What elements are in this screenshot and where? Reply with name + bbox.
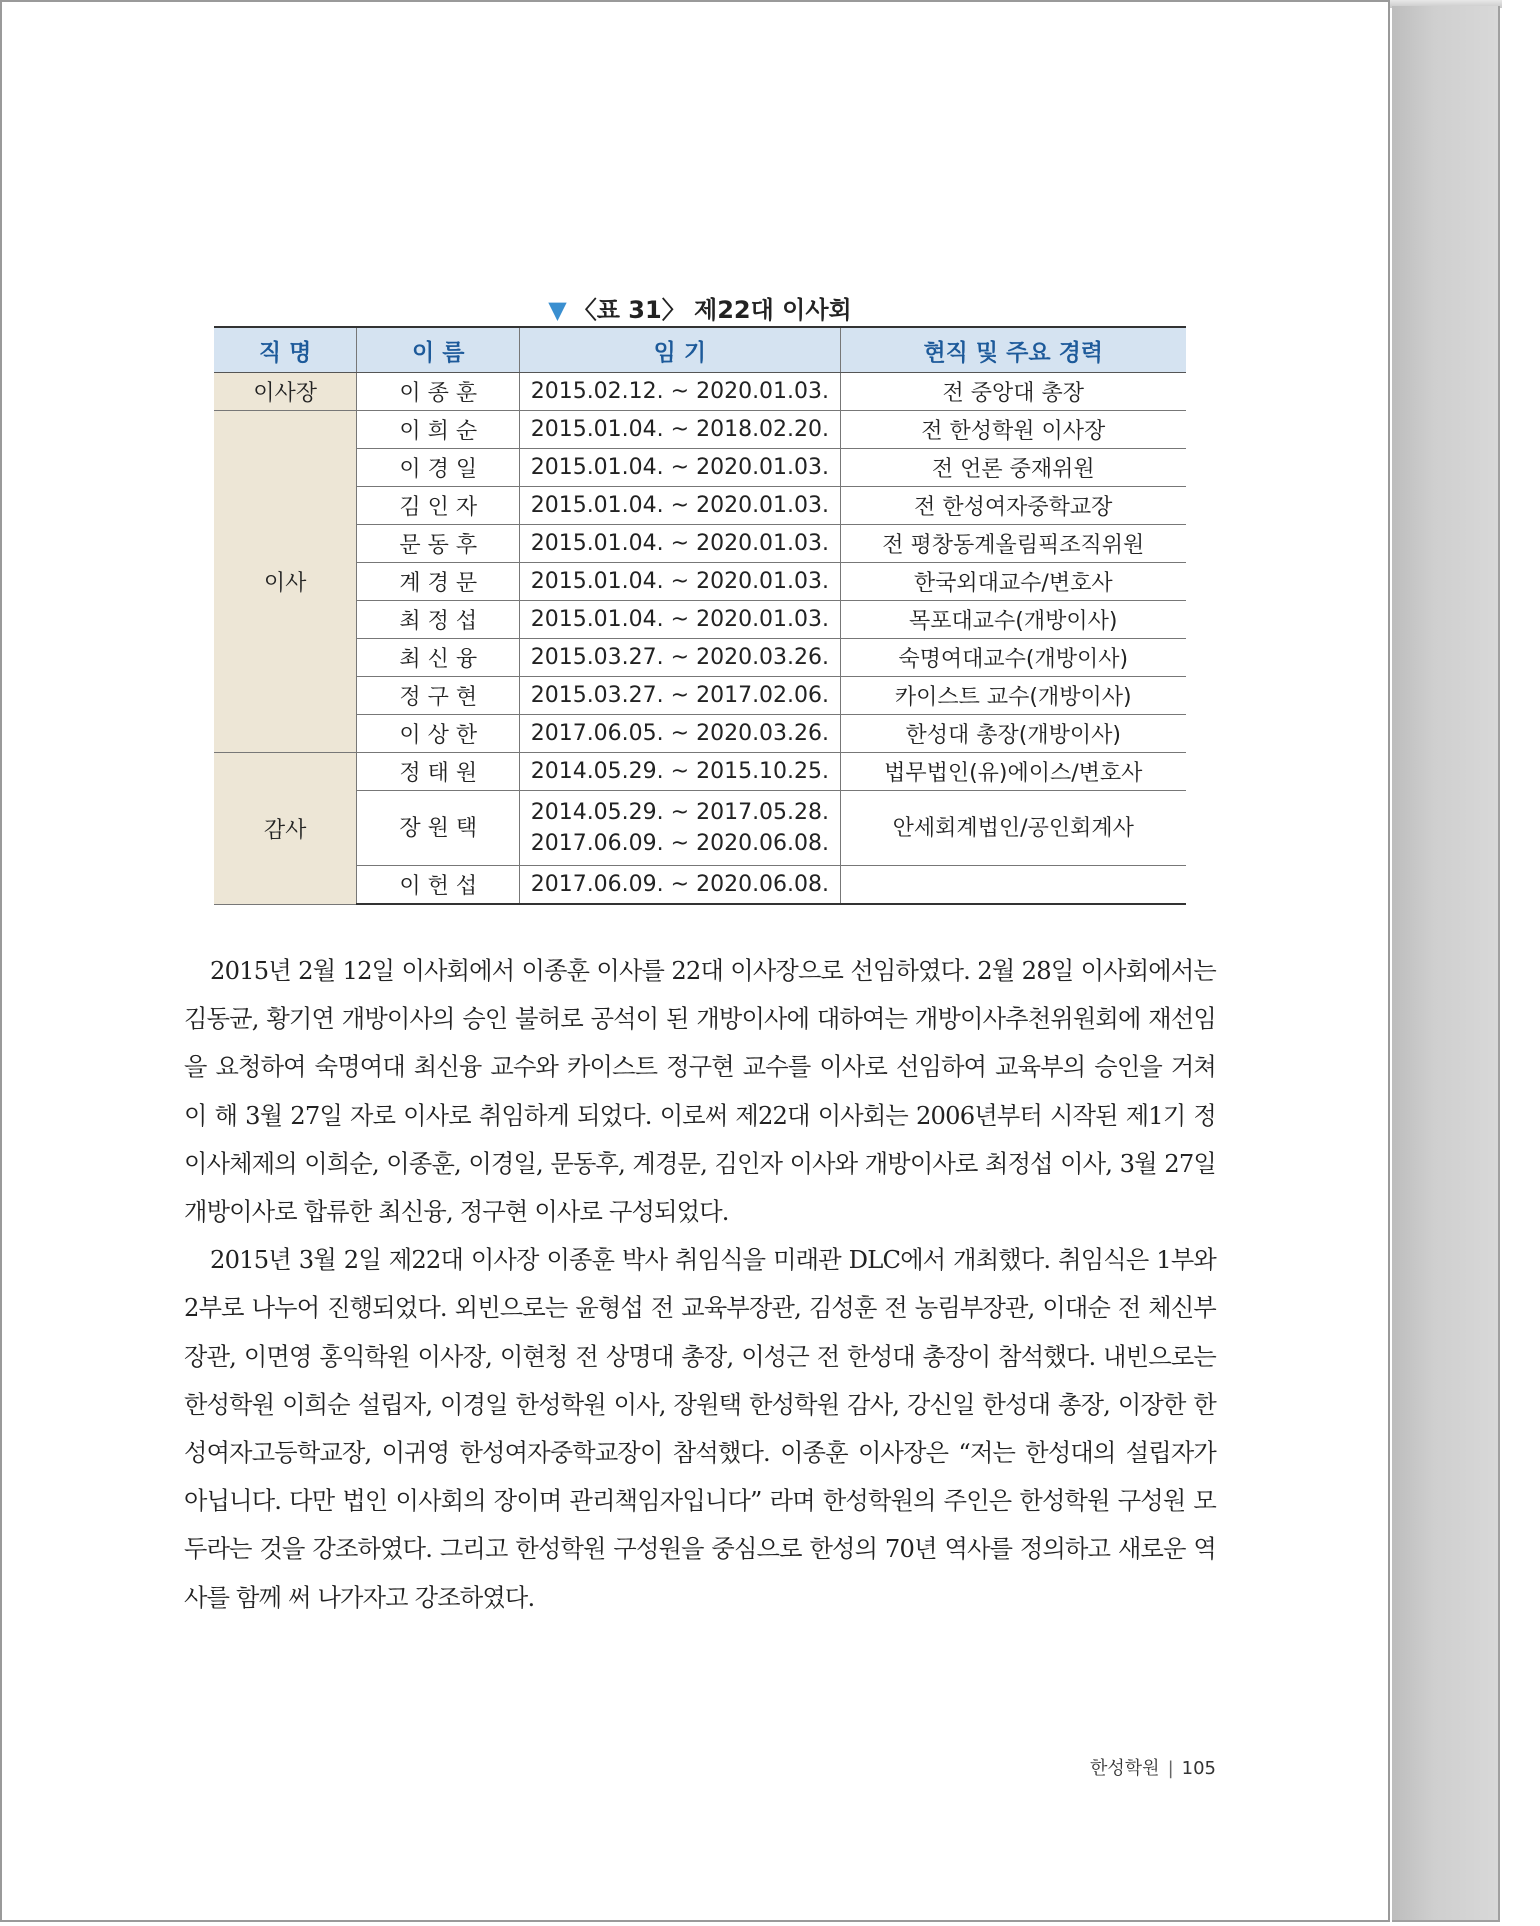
member-career: 숙명여대교수(개방이사)	[840, 639, 1186, 677]
member-name: 이 종 훈	[357, 373, 520, 411]
member-name: 문 동 후	[357, 525, 520, 563]
footer-publisher: 한성학원	[1090, 1758, 1160, 1779]
role-auditor: 감사	[214, 753, 357, 905]
member-term: 2015.01.04. ~ 2020.01.03.	[520, 525, 840, 563]
member-name: 이 경 일	[357, 449, 520, 487]
member-name: 이 헌 섭	[357, 866, 520, 905]
table-caption	[214, 290, 1186, 325]
paragraph: 2015년 3월 2일 제22대 이사장 이종훈 박사 취임식을 미래관 DLC에서 개최했다. 취임식은 1부와 2부로 나누어 진행되었다. 외빈으로는 윤형섭 전 교육부장관, 김성훈 전 농림부장관, 이대순 전 체신부장관, 이면영 홍익학원 이사장, 이현청 전 상명대 총장, 이성근 전 한성대 총장이 참석했다. 내빈으로는 한성학원 이희순 설립자, 이경일 한성학원 이사, 장원택 한성학원 감사, 강신일 한성대 총장, 이장한 한성여자고등학교장, 이귀영 한성여자중학교장이 참석했다. 이종훈 이사장은 “저는 한성대의 설립자가 아닙니다. 다만 법인 이사회의 장이며 관리책임자입니다” 라며 한성학원의 주인은 한성학원 구성원 모두라는 것을 강조하였다. 그리고 한성학원 구성원을 중심으로 한성의 70년 역사를 정의하고 새로운 역사를 함께 써 나가자고 강조하였다.	[184, 1246, 1216, 1612]
member-career: 전 언론 중재위원	[840, 449, 1186, 487]
board-table	[214, 326, 1186, 905]
header-name: 이 름	[357, 327, 520, 373]
table-row	[214, 715, 1186, 753]
member-name: 최 정 섭	[357, 601, 520, 639]
member-term: 2015.03.27. ~ 2017.02.06.	[520, 677, 840, 715]
body-text	[184, 947, 1216, 1622]
table-row	[214, 601, 1186, 639]
table-row	[214, 525, 1186, 563]
member-name: 최 신 융	[357, 639, 520, 677]
member-career: 한성대 총장(개방이사)	[840, 715, 1186, 753]
member-term: 2015.01.04. ~ 2020.01.03.	[520, 487, 840, 525]
page-edge	[1392, 6, 1500, 1922]
table-header-row	[214, 327, 1186, 373]
table-row	[214, 677, 1186, 715]
member-name: 이 희 순	[357, 411, 520, 449]
member-term: 2015.01.04. ~ 2020.01.03.	[520, 449, 840, 487]
member-career: 안세회계법인/공인회계사	[840, 791, 1186, 866]
table-row	[214, 449, 1186, 487]
table-row	[214, 791, 1186, 866]
triangle-marker-icon: ▼	[548, 296, 567, 324]
member-career: 한국외대교수/변호사	[840, 563, 1186, 601]
member-career: 법무법인(유)에이스/변호사	[840, 753, 1186, 791]
member-career: 카이스트 교수(개방이사)	[840, 677, 1186, 715]
member-career: 전 평창동계올림픽조직위원	[840, 525, 1186, 563]
member-name: 이 상 한	[357, 715, 520, 753]
table-row	[214, 639, 1186, 677]
role-chair: 이사장	[214, 373, 357, 411]
member-career: 전 한성여자중학교장	[840, 487, 1186, 525]
role-director: 이사	[214, 411, 357, 753]
header-position: 직 명	[214, 327, 357, 373]
header-career: 현직 및 주요 경력	[840, 327, 1186, 373]
header-term: 임 기	[520, 327, 840, 373]
member-term: 2015.03.27. ~ 2020.03.26.	[520, 639, 840, 677]
member-name: 김 인 자	[357, 487, 520, 525]
table-row	[214, 866, 1186, 905]
member-term: 2015.01.04. ~ 2018.02.20.	[520, 411, 840, 449]
table-row	[214, 373, 1186, 411]
table-row	[214, 411, 1186, 449]
member-term: 2014.05.29. ~ 2017.05.28.	[530, 800, 830, 825]
paragraph: 2015년 2월 12일 이사회에서 이종훈 이사를 22대 이사장으로 선임하였다. 2월 28일 이사회에서는 김동균, 황기연 개방이사의 승인 불허로 공석이 된 개방이사에 대하여는 개방이사추천위원회에 재선임을 요청하여 숙명여대 최신융 교수와 카이스트 정구현 교수를 이사로 선임하여 교육부의 승인을 거쳐 이 해 3월 27일 자로 이사로 취임하게 되었다. 이로써 제22대 이사회는 2006년부터 시작된 제1기 정이사체제의 이희순, 이종훈, 이경일, 문동후, 계경문, 김인자 이사와 개방이사로 최정섭 이사, 3월 27일 개방이사로 합류한 최신융, 정구현 이사로 구성되었다.	[184, 957, 1216, 1227]
member-name: 장 원 택	[357, 791, 520, 866]
member-career: 목포대교수(개방이사)	[840, 601, 1186, 639]
member-term: 2017.06.05. ~ 2020.03.26.	[520, 715, 840, 753]
member-term: 2015.02.12. ~ 2020.01.03.	[520, 373, 840, 411]
member-name: 정 구 현	[357, 677, 520, 715]
table-caption-text: 〈표 31〉 제22대 이사회	[572, 296, 852, 324]
member-career	[840, 866, 1186, 905]
page-number: 105	[1181, 1758, 1216, 1779]
member-career: 전 중앙대 총장	[840, 373, 1186, 411]
member-term-multi	[520, 791, 840, 866]
footer-separator: |	[1167, 1758, 1174, 1779]
member-term: 2015.01.04. ~ 2020.01.03.	[520, 563, 840, 601]
table-row	[214, 753, 1186, 791]
member-career: 전 한성학원 이사장	[840, 411, 1186, 449]
member-term: 2014.05.29. ~ 2015.10.25.	[520, 753, 840, 791]
member-term-second: 2017.06.09. ~ 2020.06.08.	[530, 831, 830, 856]
member-name: 정 태 원	[357, 753, 520, 791]
page-footer	[1010, 1754, 1216, 1780]
member-term: 2017.06.09. ~ 2020.06.08.	[520, 866, 840, 905]
member-term: 2015.01.04. ~ 2020.01.03.	[520, 601, 840, 639]
member-name: 계 경 문	[357, 563, 520, 601]
table-row	[214, 487, 1186, 525]
table-row	[214, 563, 1186, 601]
